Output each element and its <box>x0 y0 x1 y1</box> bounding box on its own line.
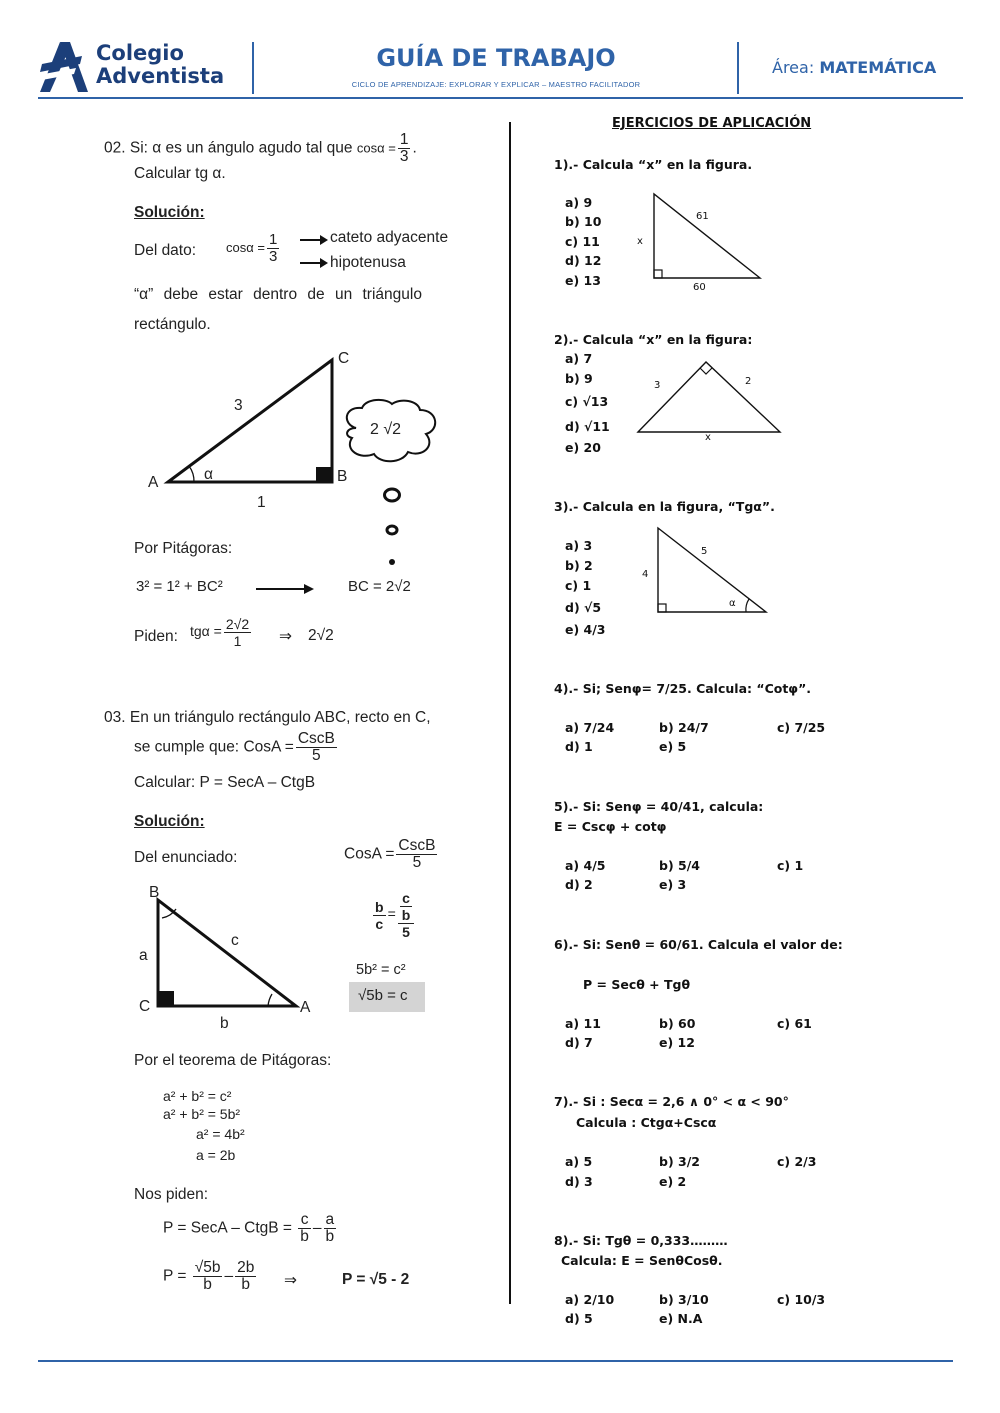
vertex-c: C <box>139 998 151 1015</box>
ex6-option: c) 61 <box>777 1016 812 1031</box>
ex2-option: b) 9 <box>565 371 593 386</box>
page-title: GUÍA DE TRABAJO <box>376 44 616 72</box>
ex5-expression: E = Cscφ + cotφ <box>554 819 667 834</box>
pit-step: a² + b² = 5b² <box>163 1106 241 1122</box>
piden-result: 2√2 <box>308 627 334 644</box>
p02-text: rectángulo. <box>134 316 211 333</box>
ex5-option: c) 1 <box>777 858 804 873</box>
ex4-option: b) 24/7 <box>659 720 709 735</box>
ex6-option: b) 60 <box>659 1016 696 1031</box>
piden-label: Piden: <box>134 628 178 645</box>
ex3-option: a) 3 <box>565 538 593 553</box>
ex1-hyp-label: 61 <box>696 211 709 222</box>
p03-statement: 03. En un triángulo rectángulo ABC, recto en C, <box>104 709 431 726</box>
ratio-step: $\frac{b}{c}$ = $\frac{\frac{c}{b}}{5}$ <box>371 890 416 940</box>
base-label: 1 <box>257 494 266 511</box>
ex4-option: d) 1 <box>565 739 593 754</box>
logo-text: Colegio Adventista <box>96 41 225 88</box>
pit-step: a = 2b <box>196 1147 236 1163</box>
ex1-option: e) 13 <box>565 273 601 288</box>
p02-dato-label: Del dato: <box>134 242 197 259</box>
pitagoras-title: Por el teorema de Pitágoras: <box>134 1052 332 1069</box>
ex3-option: b) 2 <box>565 558 593 573</box>
ex7-option: c) 2/3 <box>777 1154 817 1169</box>
ex6-option: e) 12 <box>659 1035 695 1050</box>
pitagoras-equation: 3² = 1² + BC² <box>136 578 223 595</box>
vertex-a: A <box>148 474 159 491</box>
arrow-label-adjacent: cateto adyacente <box>330 229 449 246</box>
ex3-triangle-figure <box>654 526 772 618</box>
subject-area: Área: MATEMÁTICA <box>772 58 937 77</box>
arrow-icon <box>298 232 328 272</box>
enunciado-formula: CosA = $\frac{\text{CscB}}{5}$ <box>344 837 436 871</box>
pit-step: a² = 4b² <box>196 1126 245 1142</box>
logo-a-icon <box>38 42 88 92</box>
ex7-option: e) 2 <box>659 1174 687 1189</box>
ex6-option: a) 11 <box>565 1016 601 1031</box>
ex3-hyp-label: 5 <box>701 546 708 557</box>
step-equation: 5b² = c² <box>356 962 406 978</box>
ex8-option: c) 10/3 <box>777 1292 826 1307</box>
bc-result: BC = 2√2 <box>348 578 411 595</box>
p03-triangle-figure <box>150 892 310 1012</box>
ex4-option: c) 7/25 <box>777 720 826 735</box>
enunciado-label: Del enunciado: <box>134 849 238 866</box>
ex2-base-label: x <box>705 432 711 443</box>
header-rule <box>38 97 963 99</box>
ex1-base-label: 60 <box>693 282 706 293</box>
vertex-c: C <box>338 350 350 367</box>
ex1-triangle-figure <box>650 192 765 282</box>
p02-text: “α” debe estar dentro de un triángulo <box>134 286 422 303</box>
ex1-option: d) 12 <box>565 253 602 268</box>
ex2-question: 2).- Calcula “x” en la figura: <box>554 332 753 347</box>
ex3-option: d) √5 <box>565 600 602 615</box>
implies-symbol: ⇒ <box>279 628 292 645</box>
vertex-b: B <box>149 884 160 901</box>
ex2-option: a) 7 <box>565 351 593 366</box>
ex5-option: b) 5/4 <box>659 858 700 873</box>
ex6-option: d) 7 <box>565 1035 593 1050</box>
ex5-question: 5).- Si: Senφ = 40/41, calcula: <box>554 799 764 814</box>
ex8-option: a) 2/10 <box>565 1292 615 1307</box>
header-divider <box>252 42 254 94</box>
ex4-option: a) 7/24 <box>565 720 615 735</box>
ex8-option: e) N.A <box>659 1311 703 1326</box>
p03-condition: se cumple que: CosA = $\frac{\text{CscB}}{5}$ <box>134 730 335 764</box>
ex1-option: c) 11 <box>565 234 600 249</box>
ex7-option: b) 3/2 <box>659 1154 700 1169</box>
pitagoras-label: Por Pitágoras: <box>134 540 233 557</box>
ex8-expression: Calcula: E = SenθCosθ. <box>561 1253 723 1268</box>
nos-piden-label: Nos piden: <box>134 1186 209 1203</box>
ex6-question: 6).- Si: Senθ = 60/61. Calcula el valor de: <box>554 937 843 952</box>
hypotenuse-label: 3 <box>234 397 243 414</box>
p-formula-substituted: P = $\frac{√5b}{b}$ – $\frac{2b}{b}$ <box>163 1259 255 1293</box>
ex7-question: 7).- Si : Secα = 2,6 ∧ 0° < α < 90° <box>554 1094 789 1109</box>
p02-solution-heading: Solución: <box>134 204 205 221</box>
ex6-expression: P = Secθ + Tgθ <box>583 977 691 992</box>
ex1-x-label: x <box>637 236 643 247</box>
ex7-option: a) 5 <box>565 1154 593 1169</box>
ex1-option: b) 10 <box>565 214 602 229</box>
ex8-option: b) 3/10 <box>659 1292 709 1307</box>
ex7-option: d) 3 <box>565 1174 593 1189</box>
side-c-label: c <box>231 932 239 949</box>
p02-statement: 02. Si: α es un ángulo agudo tal que cosα = $\frac{1}{3}$ . <box>104 131 417 165</box>
ex3-side-label: 4 <box>642 569 649 580</box>
highlighted-result: √5b = c <box>358 987 408 1004</box>
section-title: EJERCICIOS DE APLICACIÓN <box>612 116 812 131</box>
ex5-option: d) 2 <box>565 877 593 892</box>
ex5-option: e) 3 <box>659 877 687 892</box>
pit-step: a² + b² = c² <box>163 1088 232 1104</box>
ex3-option: e) 4/3 <box>565 622 606 637</box>
ex8-question: 8).- Si: Tgθ = 0,333……… <box>554 1233 728 1248</box>
p02-triangle-figure <box>160 350 360 490</box>
arrow-icon <box>256 583 316 595</box>
implies-symbol: ⇒ <box>284 1272 297 1289</box>
ex2-triangle-figure <box>634 358 786 438</box>
ex3-option: c) 1 <box>565 578 592 593</box>
p03-question: Calcular: P = SecA – CtgB <box>134 774 316 791</box>
cloud-text: 2 √2 <box>370 421 402 438</box>
piden-formula: tgα = $\frac{2√2}{1}$ <box>190 616 250 649</box>
page-subtitle: CICLO DE APRENDIZAJE: EXPLORAR Y EXPLICAR – MAESTRO FACILITADOR <box>351 80 641 89</box>
p02-question: Calcular tg α. <box>134 165 226 182</box>
ex3-question: 3).- Calcula en la figura, “Tgα”. <box>554 499 775 514</box>
school-logo <box>38 40 253 96</box>
final-result: P = √5 - 2 <box>342 1271 410 1288</box>
ex4-question: 4).- Si; Senφ= 7/25. Calcula: “Cotφ”. <box>554 681 812 696</box>
ex1-option: a) 9 <box>565 195 593 210</box>
column-divider <box>509 122 511 1304</box>
ex2-option: c) √13 <box>565 394 609 409</box>
vertex-b: B <box>337 468 348 485</box>
vertex-a: A <box>300 999 311 1016</box>
p-formula: P = SecA – CtgB = $\frac{c}{b}$ – $\frac{a}{b}$ <box>163 1211 335 1245</box>
ex2-left-label: 3 <box>654 380 661 391</box>
ex4-option: e) 5 <box>659 739 687 754</box>
footer-rule <box>38 1360 953 1362</box>
arrow-label-hypotenuse: hipotenusa <box>330 254 406 271</box>
ex2-right-label: 2 <box>745 376 752 387</box>
ex5-option: a) 4/5 <box>565 858 606 873</box>
ex2-option: e) 20 <box>565 440 601 455</box>
p02-dato-formula: cosα = $\frac{1}{3}$ <box>226 231 278 265</box>
alpha-label: α <box>204 466 213 483</box>
ex2-option: d) √11 <box>565 419 610 434</box>
p03-solution-heading: Solución: <box>134 813 205 830</box>
ex3-alpha-label: α <box>729 598 736 609</box>
ex7-expression: Calcula : Ctgα+Cscα <box>576 1115 717 1130</box>
ex1-question: 1).- Calcula “x” en la figura. <box>554 157 753 172</box>
side-a-label: a <box>139 947 148 964</box>
ex8-option: d) 5 <box>565 1311 593 1326</box>
header-divider <box>737 42 739 94</box>
side-b-label: b <box>220 1015 229 1032</box>
